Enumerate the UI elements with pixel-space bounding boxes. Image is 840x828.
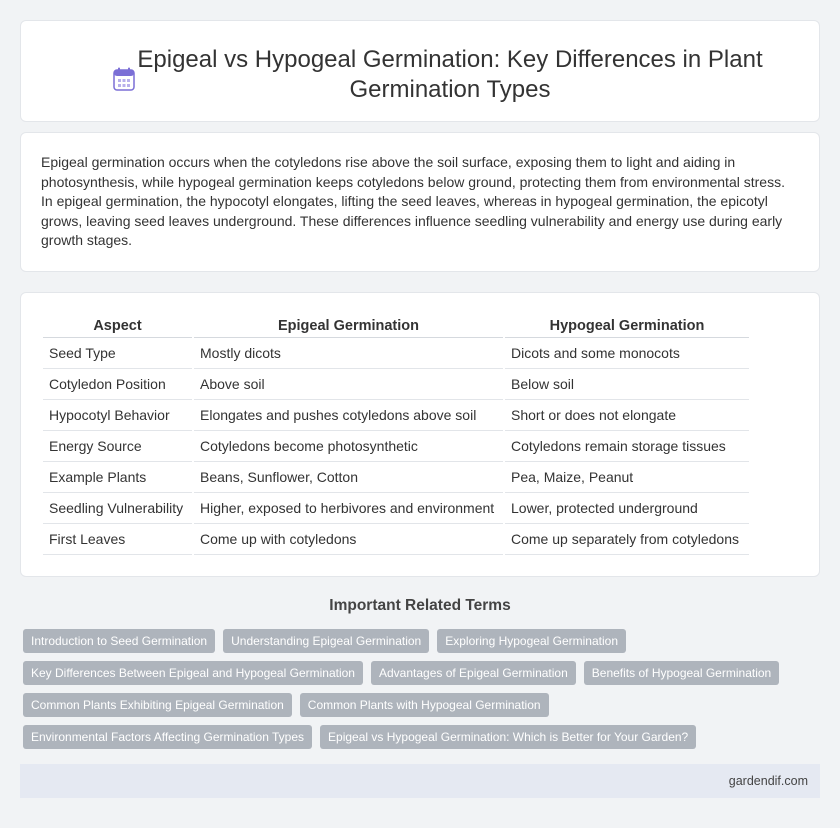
table-cell-aspect: Energy Source [43, 430, 193, 461]
table-cell-hypogeal: Below soil [504, 368, 749, 399]
table-row [43, 492, 749, 523]
related-term-link[interactable]: Advantages of Epigeal Germination [371, 661, 576, 685]
related-term-link[interactable]: Introduction to Seed Germination [23, 629, 215, 653]
table-cell-epigeal: Higher, exposed to herbivores and environment [193, 492, 504, 523]
related-term-link[interactable]: Exploring Hypogeal Germination [437, 629, 626, 653]
table-row [43, 368, 749, 399]
intro-paragraph: Epigeal germination occurs when the cotyledons rise above the soil surface, exposing them to light and aiding in photosynthesis, while hypogeal germination keeps cotyledons below ground, protecting them from environmental stress. In epigeal germination, the hypocotyl elongates, lifting the seed leaves, whereas in hypogeal germination, the epicotyl grows, leaving seed leaves underground. These differences influence seedling vulnerability and energy use during early growth stages. [41, 154, 785, 248]
table-header-row [43, 313, 749, 337]
table-row [43, 399, 749, 430]
related-term-link[interactable]: Common Plants with Hypogeal Germination [300, 693, 549, 717]
table-cell-epigeal: Come up with cotyledons [193, 523, 504, 554]
comparison-card [20, 292, 820, 577]
related-term-link[interactable]: Environmental Factors Affecting Germination Types [23, 725, 312, 749]
table-cell-hypogeal: Short or does not elongate [504, 399, 749, 430]
footer [20, 764, 820, 798]
column-header-epigeal: Epigeal Germination [193, 313, 504, 337]
related-term-link[interactable]: Benefits of Hypogeal Germination [584, 661, 779, 685]
intro-card [20, 132, 820, 272]
related-term-link[interactable]: Key Differences Between Epigeal and Hypogeal Germination [23, 661, 363, 685]
table-cell-hypogeal: Cotyledons remain storage tissues [504, 430, 749, 461]
column-header-hypogeal: Hypogeal Germination [504, 313, 749, 337]
title-card [20, 20, 820, 122]
related-terms-list [23, 629, 823, 749]
column-header-aspect: Aspect [43, 313, 193, 337]
page-title: Epigeal vs Hypogeal Germination: Key Differences in Plant Germination Types [137, 46, 763, 103]
table-cell-epigeal: Beans, Sunflower, Cotton [193, 461, 504, 492]
table-cell-hypogeal: Pea, Maize, Peanut [504, 461, 749, 492]
table-row [43, 461, 749, 492]
table-cell-epigeal: Above soil [193, 368, 504, 399]
related-terms-heading: Important Related Terms [329, 597, 511, 614]
related-term-link[interactable]: Understanding Epigeal Germination [223, 629, 429, 653]
comparison-table [43, 313, 749, 555]
footer-site-name[interactable]: gardendif.com [728, 774, 808, 788]
table-cell-epigeal: Cotyledons become photosynthetic [193, 430, 504, 461]
table-cell-aspect: Cotyledon Position [43, 368, 193, 399]
table-cell-hypogeal: Lower, protected underground [504, 492, 749, 523]
table-cell-aspect: Seedling Vulnerability [43, 492, 193, 523]
table-cell-epigeal: Elongates and pushes cotyledons above soil [193, 399, 504, 430]
related-term-link[interactable]: Common Plants Exhibiting Epigeal Germination [23, 693, 292, 717]
table-row [43, 337, 749, 368]
table-row [43, 523, 749, 554]
table-cell-hypogeal: Come up separately from cotyledons [504, 523, 749, 554]
table-cell-epigeal: Mostly dicots [193, 337, 504, 368]
table-cell-aspect: Hypocotyl Behavior [43, 399, 193, 430]
related-term-link[interactable]: Epigeal vs Hypogeal Germination: Which is Better for Your Garden? [320, 725, 696, 749]
table-cell-aspect: First Leaves [43, 523, 193, 554]
table-cell-aspect: Example Plants [43, 461, 193, 492]
table-row [43, 430, 749, 461]
table-cell-aspect: Seed Type [43, 337, 193, 368]
table-cell-hypogeal: Dicots and some monocots [504, 337, 749, 368]
